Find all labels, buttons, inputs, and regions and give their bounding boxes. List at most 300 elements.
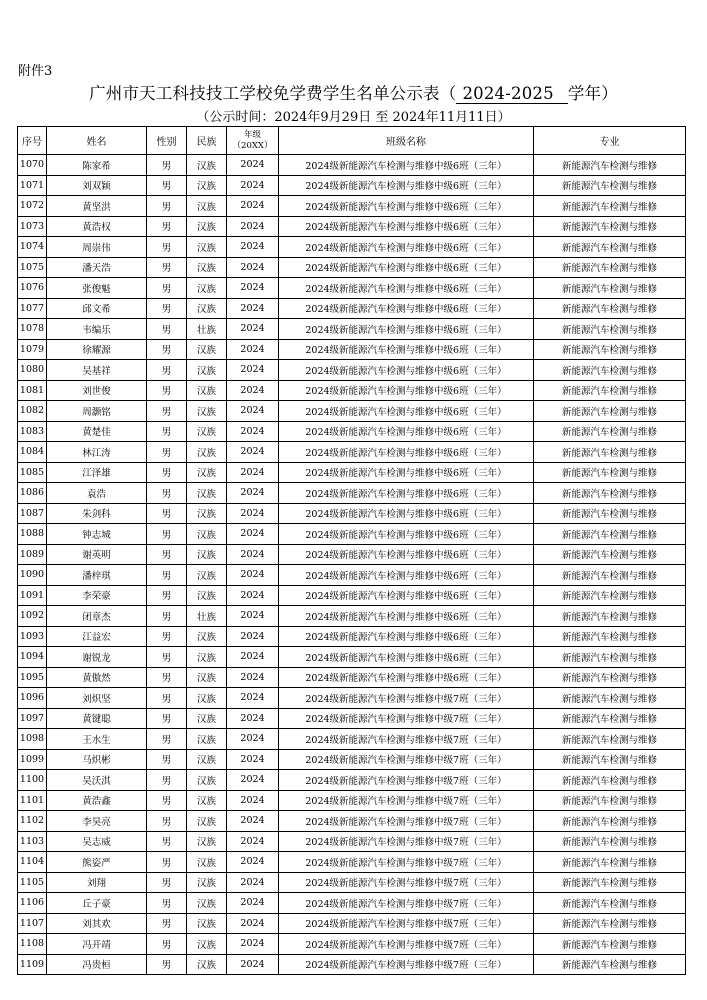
row-ethnicity: 壮族 [187, 319, 227, 340]
row-name: 陈家希 [47, 155, 147, 176]
page-title [0, 80, 707, 104]
header-gender: 性别 [147, 127, 187, 155]
row-class-name: 2024级新能源汽车检测与维修中级6班（三年） [279, 442, 534, 463]
row-ethnicity: 汉族 [187, 831, 227, 852]
row-gender: 男 [147, 401, 187, 422]
row-no: 1098 [18, 729, 47, 750]
row-major: 新能源汽车检测与维修 [534, 708, 686, 729]
row-gender: 男 [147, 278, 187, 299]
row-no: 1081 [18, 380, 47, 401]
row-major: 新能源汽车检测与维修 [534, 934, 686, 955]
row-no: 1078 [18, 319, 47, 340]
row-name: 刘其欢 [47, 913, 147, 934]
row-grade: 2024 [227, 339, 279, 360]
row-name: 邱文希 [47, 298, 147, 319]
row-ethnicity: 汉族 [187, 257, 227, 278]
row-major: 新能源汽车检测与维修 [534, 175, 686, 196]
table-body [18, 155, 686, 975]
row-class-name: 2024级新能源汽车检测与维修中级6班（三年） [279, 360, 534, 381]
header-no: 序号 [18, 127, 47, 155]
row-grade: 2024 [227, 237, 279, 258]
row-class-name: 2024级新能源汽车检测与维修中级6班（三年） [279, 339, 534, 360]
row-name: 李昊亮 [47, 811, 147, 832]
row-name: 李荣豪 [47, 585, 147, 606]
row-class-name: 2024级新能源汽车检测与维修中级7班（三年） [279, 749, 534, 770]
row-grade: 2024 [227, 462, 279, 483]
table-row [18, 872, 686, 893]
row-class-name: 2024级新能源汽车检测与维修中级6班（三年） [279, 565, 534, 586]
row-no: 1104 [18, 852, 47, 873]
row-name: 黄浩权 [47, 216, 147, 237]
table-row [18, 216, 686, 237]
row-ethnicity: 汉族 [187, 708, 227, 729]
row-major: 新能源汽车检测与维修 [534, 380, 686, 401]
row-class-name: 2024级新能源汽车检测与维修中级7班（三年） [279, 893, 534, 914]
table-row [18, 606, 686, 627]
row-grade: 2024 [227, 872, 279, 893]
row-grade: 2024 [227, 954, 279, 975]
row-no: 1077 [18, 298, 47, 319]
row-class-name: 2024级新能源汽车检测与维修中级6班（三年） [279, 421, 534, 442]
row-ethnicity: 汉族 [187, 790, 227, 811]
row-name: 黄坚洪 [47, 196, 147, 217]
row-class-name: 2024级新能源汽车检测与维修中级6班（三年） [279, 278, 534, 299]
row-ethnicity: 汉族 [187, 852, 227, 873]
table-row [18, 380, 686, 401]
table-row [18, 339, 686, 360]
row-no: 1092 [18, 606, 47, 627]
row-ethnicity: 汉族 [187, 872, 227, 893]
row-major: 新能源汽车检测与维修 [534, 524, 686, 545]
row-ethnicity: 汉族 [187, 565, 227, 586]
row-major: 新能源汽车检测与维修 [534, 626, 686, 647]
table-row [18, 770, 686, 791]
row-gender: 男 [147, 708, 187, 729]
row-ethnicity: 汉族 [187, 893, 227, 914]
table-header-row [18, 127, 686, 155]
row-major: 新能源汽车检测与维修 [534, 360, 686, 381]
header-grade-line2: （20XX） [232, 140, 273, 151]
row-ethnicity: 汉族 [187, 688, 227, 709]
row-grade: 2024 [227, 667, 279, 688]
table-row [18, 565, 686, 586]
row-grade: 2024 [227, 934, 279, 955]
row-class-name: 2024级新能源汽车检测与维修中级7班（三年） [279, 954, 534, 975]
row-major: 新能源汽车检测与维修 [534, 503, 686, 524]
row-ethnicity: 汉族 [187, 954, 227, 975]
row-gender: 男 [147, 483, 187, 504]
table-row [18, 462, 686, 483]
row-gender: 男 [147, 852, 187, 873]
table-row [18, 155, 686, 176]
row-ethnicity: 汉族 [187, 913, 227, 934]
row-name: 刘翔 [47, 872, 147, 893]
row-major: 新能源汽车检测与维修 [534, 749, 686, 770]
row-major: 新能源汽车检测与维修 [534, 811, 686, 832]
row-major: 新能源汽车检测与维修 [534, 298, 686, 319]
row-class-name: 2024级新能源汽车检测与维修中级6班（三年） [279, 667, 534, 688]
row-major: 新能源汽车检测与维修 [534, 319, 686, 340]
row-class-name: 2024级新能源汽车检测与维修中级7班（三年） [279, 831, 534, 852]
row-major: 新能源汽车检测与维修 [534, 544, 686, 565]
row-grade: 2024 [227, 503, 279, 524]
row-major: 新能源汽车检测与维修 [534, 852, 686, 873]
row-major: 新能源汽车检测与维修 [534, 893, 686, 914]
row-no: 1083 [18, 421, 47, 442]
row-no: 1088 [18, 524, 47, 545]
row-grade: 2024 [227, 319, 279, 340]
table-row [18, 852, 686, 873]
row-gender: 男 [147, 298, 187, 319]
table-row [18, 401, 686, 422]
row-no: 1102 [18, 811, 47, 832]
row-grade: 2024 [227, 257, 279, 278]
row-grade: 2024 [227, 811, 279, 832]
row-ethnicity: 汉族 [187, 626, 227, 647]
row-class-name: 2024级新能源汽车检测与维修中级6班（三年） [279, 544, 534, 565]
header-ethnicity: 民族 [187, 127, 227, 155]
row-grade: 2024 [227, 585, 279, 606]
table-row [18, 811, 686, 832]
row-name: 周灏铭 [47, 401, 147, 422]
row-name: 朱剑科 [47, 503, 147, 524]
row-major: 新能源汽车检测与维修 [534, 257, 686, 278]
row-major: 新能源汽车检测与维修 [534, 442, 686, 463]
row-no: 1107 [18, 913, 47, 934]
row-gender: 男 [147, 934, 187, 955]
row-grade: 2024 [227, 852, 279, 873]
row-name: 谢锐龙 [47, 647, 147, 668]
title-prefix: 广州市天工科技技工学校免学费学生名单公示表（ [89, 84, 457, 103]
row-grade: 2024 [227, 790, 279, 811]
row-class-name: 2024级新能源汽车检测与维修中级6班（三年） [279, 298, 534, 319]
row-grade: 2024 [227, 483, 279, 504]
row-no: 1084 [18, 442, 47, 463]
header-name: 姓名 [47, 127, 147, 155]
row-major: 新能源汽车检测与维修 [534, 421, 686, 442]
row-gender: 男 [147, 216, 187, 237]
row-no: 1082 [18, 401, 47, 422]
row-name: 黄浩鑫 [47, 790, 147, 811]
row-grade: 2024 [227, 749, 279, 770]
table-row [18, 257, 686, 278]
row-gender: 男 [147, 749, 187, 770]
row-ethnicity: 汉族 [187, 729, 227, 750]
row-gender: 男 [147, 770, 187, 791]
row-class-name: 2024级新能源汽车检测与维修中级6班（三年） [279, 503, 534, 524]
row-grade: 2024 [227, 196, 279, 217]
table-row [18, 790, 686, 811]
row-class-name: 2024级新能源汽车检测与维修中级6班（三年） [279, 585, 534, 606]
row-major: 新能源汽车检测与维修 [534, 585, 686, 606]
row-gender: 男 [147, 462, 187, 483]
row-no: 1096 [18, 688, 47, 709]
row-gender: 男 [147, 872, 187, 893]
row-name: 黄键聪 [47, 708, 147, 729]
row-no: 1106 [18, 893, 47, 914]
row-name: 冯开靖 [47, 934, 147, 955]
row-no: 1093 [18, 626, 47, 647]
row-ethnicity: 汉族 [187, 770, 227, 791]
row-gender: 男 [147, 442, 187, 463]
row-gender: 男 [147, 790, 187, 811]
row-ethnicity: 汉族 [187, 934, 227, 955]
row-no: 1109 [18, 954, 47, 975]
table-row [18, 298, 686, 319]
row-ethnicity: 壮族 [187, 606, 227, 627]
row-grade: 2024 [227, 155, 279, 176]
table-row [18, 934, 686, 955]
header-grade-line1: 年级 [243, 129, 261, 140]
row-class-name: 2024级新能源汽车检测与维修中级6班（三年） [279, 237, 534, 258]
row-gender: 男 [147, 626, 187, 647]
row-class-name: 2024级新能源汽车检测与维修中级6班（三年） [279, 483, 534, 504]
row-name: 张俊魁 [47, 278, 147, 299]
row-ethnicity: 汉族 [187, 462, 227, 483]
row-no: 1080 [18, 360, 47, 381]
row-gender: 男 [147, 339, 187, 360]
row-grade: 2024 [227, 626, 279, 647]
row-no: 1090 [18, 565, 47, 586]
row-class-name: 2024级新能源汽车检测与维修中级7班（三年） [279, 872, 534, 893]
row-grade: 2024 [227, 298, 279, 319]
row-name: 吴沃淇 [47, 770, 147, 791]
table-row [18, 524, 686, 545]
row-gender: 男 [147, 257, 187, 278]
row-class-name: 2024级新能源汽车检测与维修中级7班（三年） [279, 770, 534, 791]
row-no: 1099 [18, 749, 47, 770]
row-gender: 男 [147, 729, 187, 750]
row-name: 谢英明 [47, 544, 147, 565]
row-gender: 男 [147, 831, 187, 852]
row-ethnicity: 汉族 [187, 749, 227, 770]
row-name: 王水生 [47, 729, 147, 750]
row-ethnicity: 汉族 [187, 585, 227, 606]
row-ethnicity: 汉族 [187, 360, 227, 381]
row-grade: 2024 [227, 688, 279, 709]
row-gender: 男 [147, 606, 187, 627]
row-class-name: 2024级新能源汽车检测与维修中级7班（三年） [279, 852, 534, 873]
row-major: 新能源汽车检测与维修 [534, 667, 686, 688]
table-row [18, 729, 686, 750]
title-suffix: 学年） [567, 84, 618, 103]
table-row [18, 483, 686, 504]
row-grade: 2024 [227, 216, 279, 237]
table-row [18, 421, 686, 442]
row-grade: 2024 [227, 442, 279, 463]
table-row [18, 749, 686, 770]
row-name: 吴志威 [47, 831, 147, 852]
row-no: 1095 [18, 667, 47, 688]
row-major: 新能源汽车检测与维修 [534, 216, 686, 237]
row-ethnicity: 汉族 [187, 298, 227, 319]
row-class-name: 2024级新能源汽车检测与维修中级6班（三年） [279, 606, 534, 627]
row-no: 1085 [18, 462, 47, 483]
row-grade: 2024 [227, 401, 279, 422]
row-gender: 男 [147, 360, 187, 381]
row-class-name: 2024级新能源汽车检测与维修中级7班（三年） [279, 688, 534, 709]
row-major: 新能源汽车检测与维修 [534, 237, 686, 258]
row-gender: 男 [147, 155, 187, 176]
row-major: 新能源汽车检测与维修 [534, 770, 686, 791]
row-no: 1091 [18, 585, 47, 606]
row-gender: 男 [147, 196, 187, 217]
row-ethnicity: 汉族 [187, 421, 227, 442]
row-class-name: 2024级新能源汽车检测与维修中级6班（三年） [279, 524, 534, 545]
row-ethnicity: 汉族 [187, 196, 227, 217]
row-grade: 2024 [227, 175, 279, 196]
student-list-table [17, 126, 686, 975]
row-ethnicity: 汉族 [187, 380, 227, 401]
header-major: 专业 [534, 127, 686, 155]
row-name: 江泽雄 [47, 462, 147, 483]
row-ethnicity: 汉族 [187, 401, 227, 422]
header-class-name: 班级名称 [279, 127, 534, 155]
row-major: 新能源汽车检测与维修 [534, 831, 686, 852]
row-major: 新能源汽车检测与维修 [534, 483, 686, 504]
table-row [18, 585, 686, 606]
row-ethnicity: 汉族 [187, 339, 227, 360]
publication-period: （公示时间：2024年9月29日 至 2024年11月11日） [196, 110, 511, 125]
row-major: 新能源汽车检测与维修 [534, 954, 686, 975]
row-no: 1075 [18, 257, 47, 278]
row-grade: 2024 [227, 831, 279, 852]
row-ethnicity: 汉族 [187, 667, 227, 688]
row-gender: 男 [147, 913, 187, 934]
row-name: 袁浩 [47, 483, 147, 504]
row-name: 吴基祥 [47, 360, 147, 381]
row-class-name: 2024级新能源汽车检测与维修中级7班（三年） [279, 708, 534, 729]
row-major: 新能源汽车检测与维修 [534, 196, 686, 217]
table-row [18, 278, 686, 299]
row-name: 潘天浩 [47, 257, 147, 278]
row-grade: 2024 [227, 544, 279, 565]
row-name: 马炽彬 [47, 749, 147, 770]
row-major: 新能源汽车检测与维修 [534, 729, 686, 750]
row-name: 熊姿严 [47, 852, 147, 873]
table-row [18, 237, 686, 258]
row-no: 1074 [18, 237, 47, 258]
row-class-name: 2024级新能源汽车检测与维修中级6班（三年） [279, 626, 534, 647]
row-class-name: 2024级新能源汽车检测与维修中级6班（三年） [279, 196, 534, 217]
row-name: 钟志城 [47, 524, 147, 545]
row-ethnicity: 汉族 [187, 216, 227, 237]
table-row [18, 626, 686, 647]
row-gender: 男 [147, 380, 187, 401]
row-gender: 男 [147, 503, 187, 524]
row-ethnicity: 汉族 [187, 155, 227, 176]
row-name: 潘梓琪 [47, 565, 147, 586]
row-gender: 男 [147, 954, 187, 975]
row-class-name: 2024级新能源汽车检测与维修中级7班（三年） [279, 913, 534, 934]
table-row [18, 360, 686, 381]
row-name: 周崇伟 [47, 237, 147, 258]
row-no: 1108 [18, 934, 47, 955]
row-name: 冯贵桓 [47, 954, 147, 975]
row-gender: 男 [147, 544, 187, 565]
row-ethnicity: 汉族 [187, 503, 227, 524]
table-row [18, 319, 686, 340]
row-name: 黄傲然 [47, 667, 147, 688]
row-major: 新能源汽车检测与维修 [534, 401, 686, 422]
row-gender: 男 [147, 585, 187, 606]
row-name: 徐耀源 [47, 339, 147, 360]
row-ethnicity: 汉族 [187, 524, 227, 545]
row-gender: 男 [147, 688, 187, 709]
row-ethnicity: 汉族 [187, 175, 227, 196]
row-grade: 2024 [227, 647, 279, 668]
table-row [18, 647, 686, 668]
row-ethnicity: 汉族 [187, 237, 227, 258]
row-no: 1105 [18, 872, 47, 893]
row-name: 丘子豪 [47, 893, 147, 914]
row-gender: 男 [147, 319, 187, 340]
table-row [18, 196, 686, 217]
row-no: 1079 [18, 339, 47, 360]
row-gender: 男 [147, 175, 187, 196]
row-gender: 男 [147, 647, 187, 668]
row-class-name: 2024级新能源汽车检测与维修中级7班（三年） [279, 790, 534, 811]
row-major: 新能源汽车检测与维修 [534, 155, 686, 176]
row-grade: 2024 [227, 421, 279, 442]
row-class-name: 2024级新能源汽车检测与维修中级6班（三年） [279, 155, 534, 176]
row-class-name: 2024级新能源汽车检测与维修中级6班（三年） [279, 401, 534, 422]
row-major: 新能源汽车检测与维修 [534, 790, 686, 811]
row-no: 1070 [18, 155, 47, 176]
row-grade: 2024 [227, 708, 279, 729]
row-grade: 2024 [227, 606, 279, 627]
row-major: 新能源汽车检测与维修 [534, 565, 686, 586]
row-no: 1097 [18, 708, 47, 729]
row-ethnicity: 汉族 [187, 483, 227, 504]
row-gender: 男 [147, 237, 187, 258]
row-major: 新能源汽车检测与维修 [534, 872, 686, 893]
table-row [18, 544, 686, 565]
row-name: 江益宏 [47, 626, 147, 647]
row-name: 闭章杰 [47, 606, 147, 627]
row-major: 新能源汽车检测与维修 [534, 606, 686, 627]
row-grade: 2024 [227, 893, 279, 914]
table-row [18, 913, 686, 934]
row-name: 林江涛 [47, 442, 147, 463]
row-no: 1094 [18, 647, 47, 668]
row-name: 黄楚佳 [47, 421, 147, 442]
row-name: 刘双颖 [47, 175, 147, 196]
row-class-name: 2024级新能源汽车检测与维修中级6班（三年） [279, 647, 534, 668]
row-ethnicity: 汉族 [187, 811, 227, 832]
row-gender: 男 [147, 811, 187, 832]
row-grade: 2024 [227, 380, 279, 401]
row-class-name: 2024级新能源汽车检测与维修中级7班（三年） [279, 729, 534, 750]
row-ethnicity: 汉族 [187, 544, 227, 565]
row-no: 1103 [18, 831, 47, 852]
row-class-name: 2024级新能源汽车检测与维修中级7班（三年） [279, 934, 534, 955]
title-year: 2024-2025 [456, 85, 567, 104]
row-name: 刘世俊 [47, 380, 147, 401]
row-grade: 2024 [227, 565, 279, 586]
row-class-name: 2024级新能源汽车检测与维修中级6班（三年） [279, 216, 534, 237]
table-row [18, 503, 686, 524]
row-grade: 2024 [227, 524, 279, 545]
table-row [18, 667, 686, 688]
row-name: 刘炽坚 [47, 688, 147, 709]
table-row [18, 688, 686, 709]
row-class-name: 2024级新能源汽车检测与维修中级6班（三年） [279, 319, 534, 340]
row-grade: 2024 [227, 770, 279, 791]
row-gender: 男 [147, 524, 187, 545]
row-gender: 男 [147, 421, 187, 442]
row-ethnicity: 汉族 [187, 278, 227, 299]
